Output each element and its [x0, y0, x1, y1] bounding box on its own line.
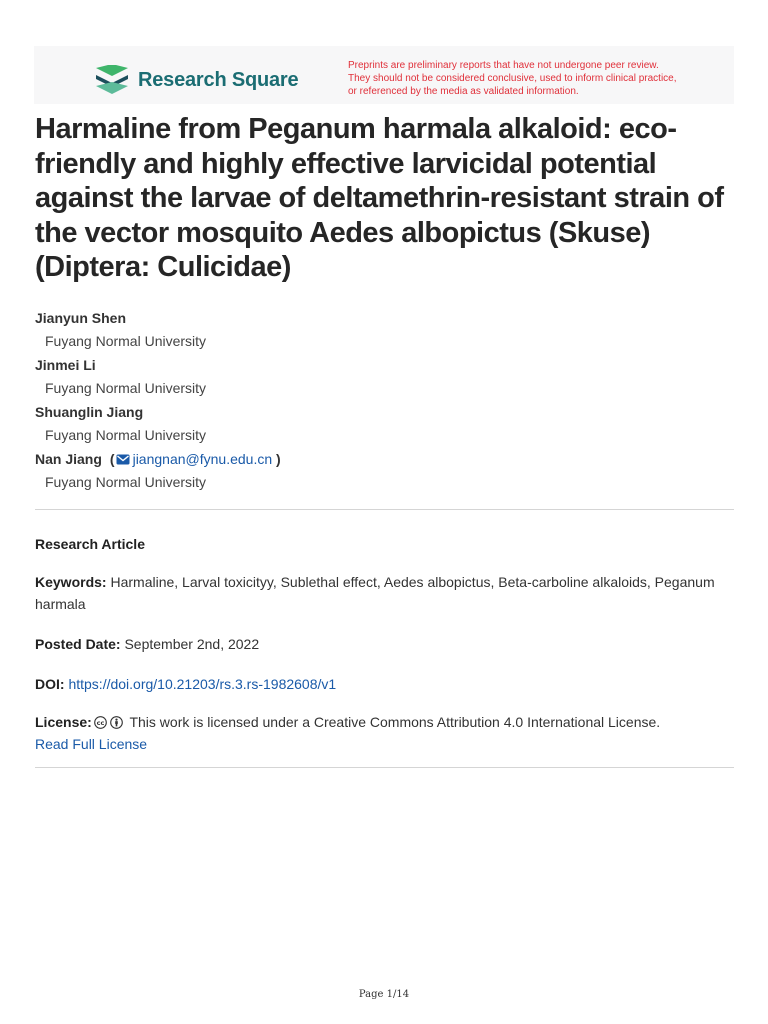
- by-icon: [110, 716, 123, 729]
- author-entry: [35, 306, 735, 353]
- svg-text:cc: cc: [96, 719, 105, 727]
- logo-mark-icon: [94, 65, 130, 95]
- logo-text: Research Square: [138, 68, 299, 91]
- page-number: Page 1/14: [358, 989, 410, 1000]
- posted-date-value: September 2nd, 2022: [124, 636, 260, 652]
- research-square-logo[interactable]: [94, 64, 298, 96]
- email-group: ( jiangnan@fynu.edu.cn ): [110, 447, 281, 471]
- article-type-label: Research Article: [35, 536, 145, 552]
- envelope-icon: [116, 454, 130, 465]
- author-list: [35, 306, 735, 494]
- author-entry: [35, 400, 735, 447]
- author-name: Nan Jiang: [35, 451, 102, 467]
- author-name: Jianyun Shen: [35, 310, 127, 326]
- keywords-value: Harmaline, Larval toxicityy, Sublethal effect, Aedes albopictus, Beta-carboline alkaloids, Peganum harmala: [35, 574, 715, 612]
- cc-icon: [94, 716, 107, 729]
- author-entry: [35, 447, 735, 494]
- keywords: [35, 571, 735, 615]
- author-email: jiangnan@fynu.edu.cn: [132, 451, 273, 467]
- author-email-link[interactable]: [115, 447, 273, 471]
- license-text: This work is licensed under a Creative Commons Attribution 4.0 International License.: [129, 714, 661, 730]
- license-icons: [94, 716, 123, 729]
- license-label: License:: [35, 714, 92, 730]
- doi-label: DOI:: [35, 676, 65, 692]
- read-full-license-link[interactable]: Read Full License: [35, 736, 148, 752]
- posted-date: [35, 633, 735, 655]
- doi-link[interactable]: https://doi.org/10.21203/rs.3.rs-1982608/v1: [68, 676, 337, 692]
- doi: [35, 673, 735, 695]
- posted-date-label: Posted Date:: [35, 636, 121, 652]
- author-affiliation: Fuyang Normal University: [45, 333, 207, 349]
- author-entry: [35, 353, 735, 400]
- keywords-label: Keywords:: [35, 574, 107, 590]
- license: [35, 711, 735, 755]
- divider: [35, 509, 734, 510]
- corresponding-author: [35, 447, 735, 471]
- article-type: [35, 533, 735, 555]
- notice-line: or referenced by the media as validated information.: [348, 86, 579, 97]
- notice-line: Preprints are preliminary reports that have not undergone peer review.: [348, 60, 659, 71]
- article-title: Harmaline from Peganum harmala alkaloid: eco-friendly and highly effective larvicidal potential against the larvae of deltamethrin-resistant strain of the vector mosquito Aedes albopictus (Skuse) (Diptera: Culicidae): [35, 113, 724, 283]
- notice-line: They should not be considered conclusive, used to inform clinical practice,: [348, 73, 677, 84]
- author-affiliation: Fuyang Normal University: [45, 427, 207, 443]
- preprint-notice: [348, 59, 728, 98]
- author-name: Shuanglin Jiang: [35, 404, 144, 420]
- divider: [35, 767, 734, 768]
- author-name: Jinmei Li: [35, 357, 96, 373]
- author-affiliation: Fuyang Normal University: [45, 474, 207, 490]
- author-affiliation: Fuyang Normal University: [45, 380, 207, 396]
